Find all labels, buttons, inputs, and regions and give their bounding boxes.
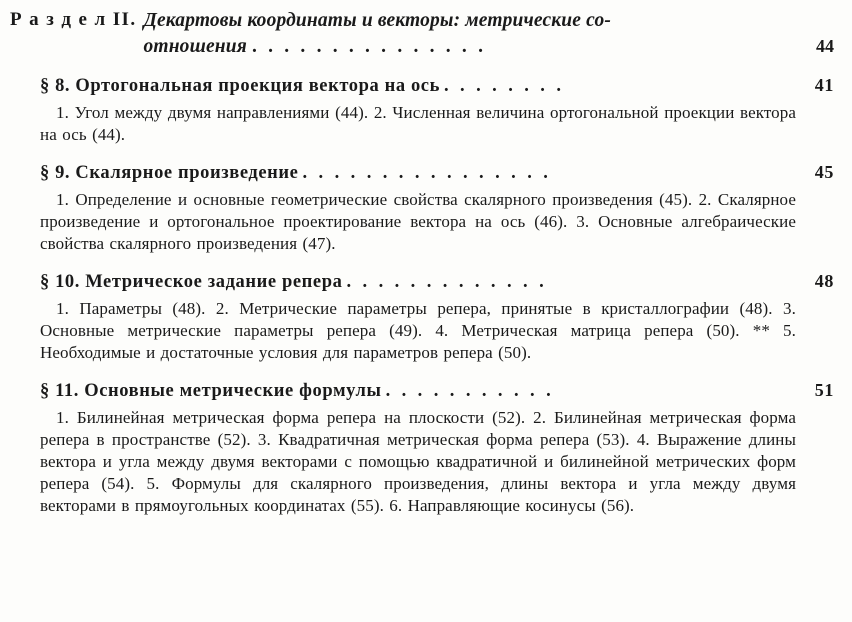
toc-entry-heading-row	[40, 75, 834, 97]
section-title-line2-text: отношения	[143, 35, 247, 57]
section-page-number: 44	[816, 36, 834, 57]
toc-entry-heading-row	[40, 162, 834, 184]
toc-entry-body-text: 1. Билинейная метрическая форма репера на плоскости (52). 2. Билинейная метрическая форма репера в пространстве (52). 3. Квадратичная метрическая форма репера (53). 4. Выражение длины вектора и угла между двумя векторами с помощью квадратичной и билинейной метрических форм репера (54). 5. Формулы для скалярного произведения, длины вектора и угла между двумя векторами в прямоугольных координатах (55). 6. Направляющие косинусы (56).	[40, 407, 796, 515]
section-title-line2	[143, 34, 800, 60]
toc-entry-page: 51	[814, 379, 834, 400]
toc-entry-body	[40, 189, 834, 255]
leader-dots: . . . . . . . .	[444, 76, 565, 97]
toc-entry-title[interactable]: § 10. Метрическое задание репера	[40, 272, 343, 293]
toc-entry	[0, 271, 852, 364]
toc-entry-title[interactable]: § 8. Ортогональная проекция вектора на ось	[40, 76, 440, 97]
section-label: Р а з д е л II.	[10, 9, 137, 30]
leader-dots: . . . . . . . . . . . . .	[346, 272, 548, 293]
section-leader-dots: . . . . . . . . . . . . . . .	[251, 35, 487, 57]
toc-entry-body	[40, 102, 834, 146]
toc-entry-heading-row	[40, 271, 834, 293]
toc-entry-page: 41	[814, 75, 834, 96]
toc-entry-title[interactable]: § 9. Скалярное произведение	[40, 163, 299, 184]
leader-dots: . . . . . . . . . . .	[385, 380, 555, 401]
toc-entry-title[interactable]: § 11. Основные метрические формулы	[40, 380, 382, 401]
toc-entry-heading-row	[40, 380, 834, 402]
toc-entry	[0, 380, 852, 517]
toc-entry	[0, 162, 852, 255]
toc-entry-body-text: 1. Определение и основные геометрические свойства скалярного произведения (45). 2. Скалярное произведение и ортогональное проектирование вектора на ось (46). 3. Основные алгебраические свойства скалярного произведения (47).	[40, 190, 796, 254]
toc-entry-body	[40, 407, 834, 517]
section-title-line2-row	[143, 34, 800, 60]
toc-entry-body	[40, 298, 834, 364]
section-title-line1: Декартовы координаты и векторы: метрические со-	[143, 10, 611, 31]
section-heading	[0, 0, 852, 59]
toc-entry-body-text: 1. Параметры (48). 2. Метрические параметры репера, принятые в кристаллографии (48). 3. Основные метрические параметры репера (49). 4. Метрическая матрица репера (50). ** 5. Необходимые и достаточные условия для параметров репера (50).	[40, 299, 796, 362]
toc-entry-page: 48	[814, 271, 834, 292]
leader-dots: . . . . . . . . . . . . . . . .	[302, 163, 552, 184]
toc-entry-page: 45	[814, 162, 834, 183]
toc-entry-body-text: 1. Угол между двумя направлениями (44). 2. Численная величина ортогональной проекции вектора на ось (44).	[40, 103, 796, 145]
section-title	[143, 8, 800, 59]
toc-entry	[0, 75, 852, 146]
